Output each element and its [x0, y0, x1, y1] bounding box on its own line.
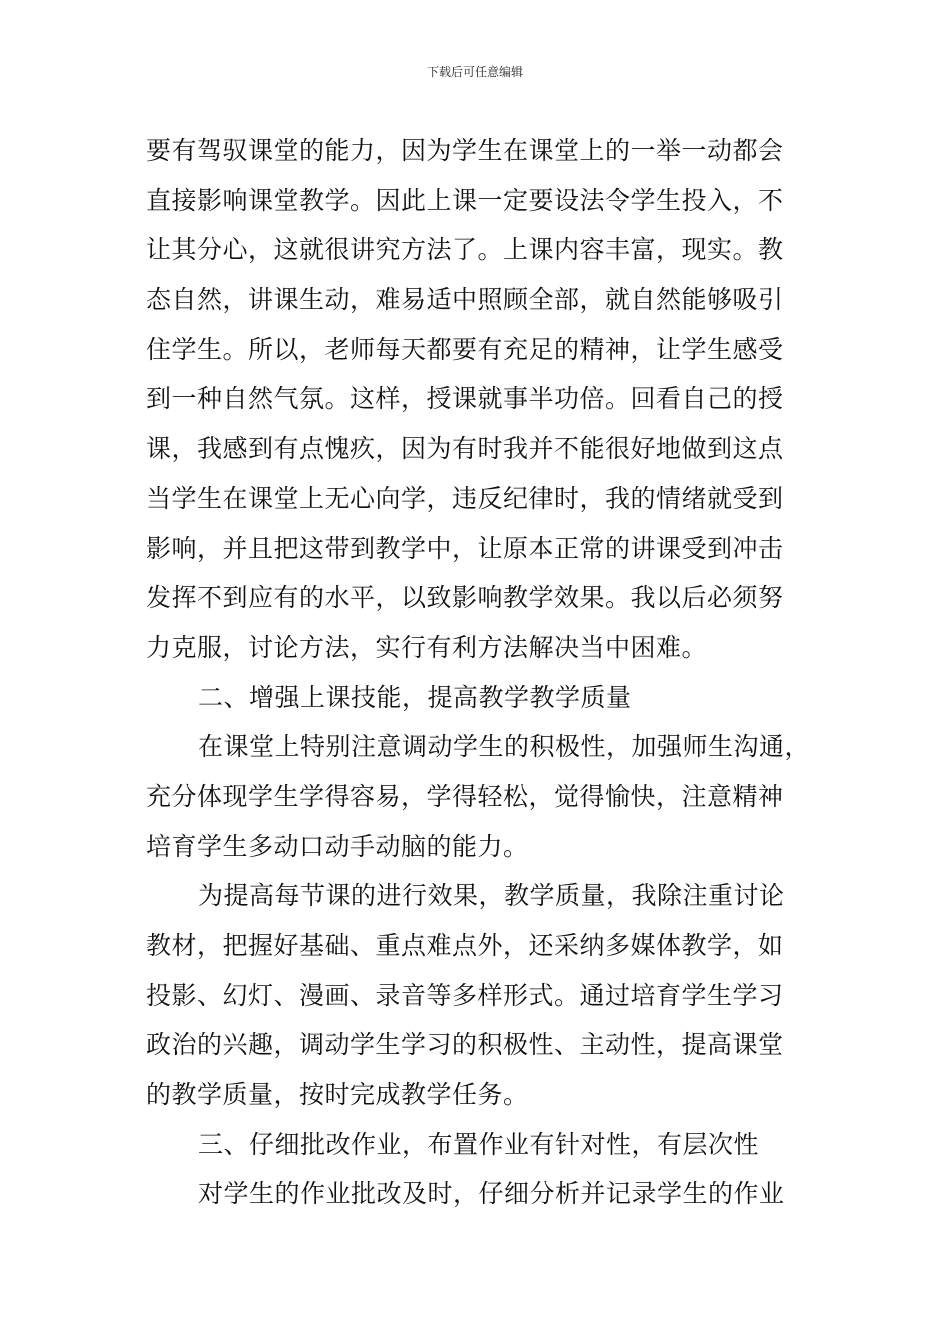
text-line: 的教学质量，按时完成教学任务。: [146, 1080, 529, 1110]
section-heading: 二、增强上课技能，提高教学教学质量: [198, 682, 632, 712]
document-body: [146, 126, 816, 1219]
text-line: 住学生。所以，老师每天都要有充足的精神，让学生感受: [146, 334, 784, 364]
page-header: 下载后可任意编辑: [426, 65, 523, 79]
text-line: 课，我感到有点愧疚，因为有时我并不能很好地做到这点: [146, 434, 784, 464]
text-line: 投影、幻灯、漫画、录音等多样形式。通过培育学生学习: [146, 980, 784, 1010]
text-line: 让其分心，这就很讲究方法了。上课内容丰富，现实。教: [146, 235, 784, 265]
section-heading: 三、仔细批改作业，布置作业有针对性，有层次性: [198, 1129, 760, 1159]
text-line: 培育学生多动口动手动脑的能力。: [146, 831, 529, 861]
text-line: 政治的兴趣，调动学生学习的积极性、主动性，提高课堂: [146, 1030, 784, 1060]
text-line: 为提高每节课的进行效果，教学质量，我除注重讨论: [198, 881, 785, 911]
text-line: 态自然，讲课生动，难易适中照顾全部，就自然能够吸引: [146, 285, 784, 315]
text-line: 到一种自然气氛。这样，授课就事半功倍。回看自己的授: [146, 384, 784, 414]
text-line: 发挥不到应有的水平，以致影响教学效果。我以后必须努: [146, 583, 784, 613]
text-line: 充分体现学生学得容易，学得轻松，觉得愉快，注意精神: [146, 781, 784, 811]
text-line: 教材，把握好基础、重点难点外，还采纳多媒体教学，如: [146, 931, 784, 960]
text-line: 对学生的作业批改及时，仔细分析并记录学生的作业: [198, 1179, 785, 1209]
text-line: 要有驾驭课堂的能力，因为学生在课堂上的一举一动都会: [146, 136, 784, 165]
text-line: 力克服，讨论方法，实行有利方法解决当中困难。: [146, 632, 708, 662]
text-line: 当学生在课堂上无心向学，违反纪律时，我的情绪就受到: [146, 483, 784, 513]
text-line: 在课堂上特别注意调动学生的积极性，加强师生沟通，: [198, 732, 811, 762]
text-line: 影响，并且把这带到教学中，让原本正常的讲课受到冲击: [146, 533, 784, 563]
text-line: 直接影响课堂教学。因此上课一定要设法令学生投入，不: [146, 185, 784, 215]
